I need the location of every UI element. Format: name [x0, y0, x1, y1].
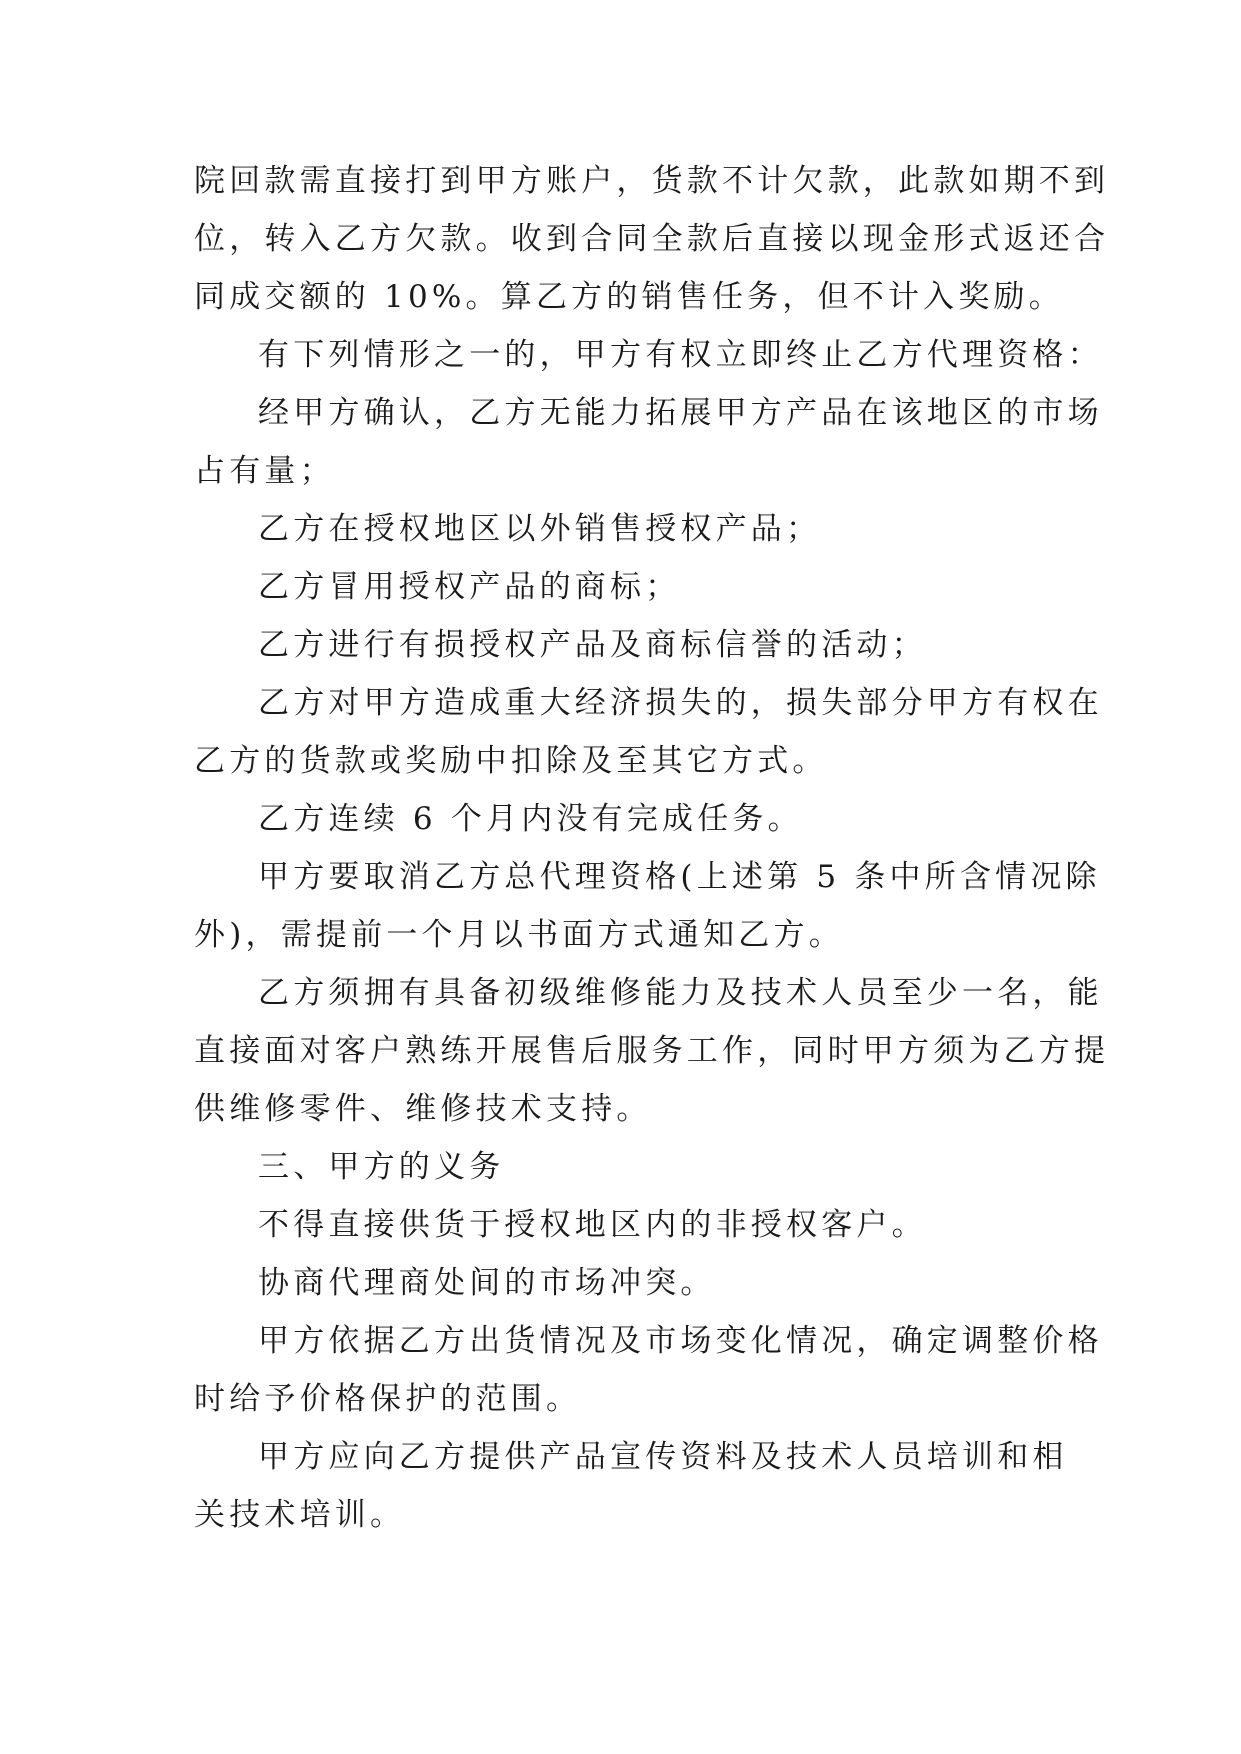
text-line: 协商代理商处间的市场冲突。 — [258, 1265, 716, 1301]
text-line: 不得直接供货于授权地区内的非授权客户。 — [258, 1207, 927, 1243]
text-line: 位，转入乙方欠款。收到合同全款后直接以现金形式返还合 — [194, 221, 1110, 257]
text-line: 乙方对甲方造成重大经济损失的，损失部分甲方有权在 — [258, 685, 1103, 721]
text-line: 占有量； — [194, 453, 335, 489]
text-line: 关技术培训。 — [194, 1497, 406, 1533]
text-line: 甲方依据乙方出货情况及市场变化情况，确定调整价格 — [258, 1323, 1103, 1359]
document-body — [194, 152, 1110, 1544]
text-line: 乙方进行有损授权产品及商标信誉的活动； — [258, 627, 927, 663]
text-line: 乙方连续 6 个月内没有完成任务。 — [258, 801, 803, 837]
text-line: 甲方要取消乙方总代理资格(上述第 5 条中所含情况除 — [258, 859, 1101, 895]
text-line: 乙方须拥有具备初级维修能力及技术人员至少一名，能 — [258, 975, 1103, 1011]
section-heading: 三、甲方的义务 — [258, 1149, 505, 1185]
text-line: 乙方在授权地区以外销售授权产品； — [258, 511, 822, 547]
text-line: 院回款需直接打到甲方账户，货款不计欠款，此款如期不到 — [194, 163, 1110, 199]
text-line: 有下列情形之一的，甲方有权立即终止乙方代理资格： — [258, 337, 1103, 373]
text-line: 乙方的货款或奖励中扣除及至其它方式。 — [194, 743, 828, 779]
text-line: 经甲方确认，乙方无能力拓展甲方产品在该地区的市场 — [258, 395, 1103, 431]
text-line: 供维修零件、维修技术支持。 — [194, 1091, 652, 1127]
text-line: 外)，需提前一个月以书面方式通知乙方。 — [194, 917, 844, 953]
text-line: 直接面对客户熟练开展售后服务工作，同时甲方须为乙方提 — [194, 1033, 1110, 1069]
text-line: 乙方冒用授权产品的商标； — [258, 569, 681, 605]
text-line: 同成交额的 10%。算乙方的销售任务，但不计入奖励。 — [194, 279, 1064, 315]
text-line: 时给予价格保护的范围。 — [194, 1381, 582, 1417]
text-line: 甲方应向乙方提供产品宣传资料及技术人员培训和相 — [258, 1439, 1068, 1475]
